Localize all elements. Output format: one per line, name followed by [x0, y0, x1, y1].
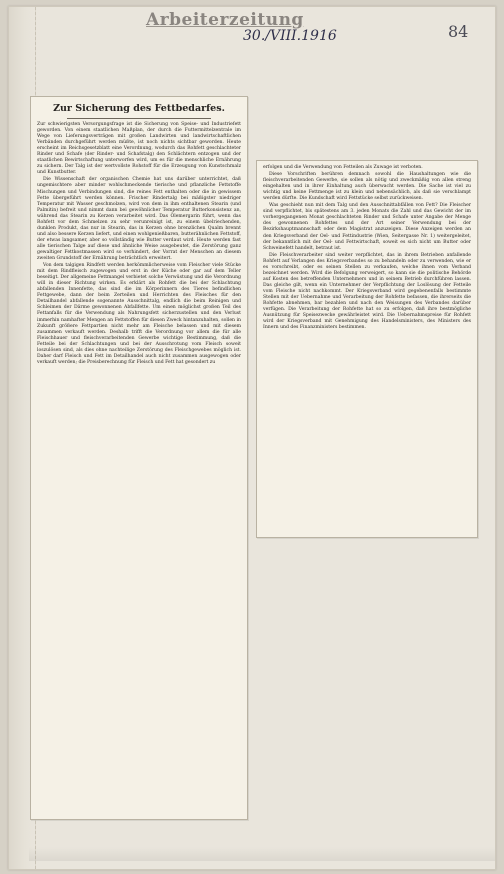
paragraph: Diese Vorschriften berühren demnach sowohl die Haushaltungen wie die fleischverarbeitenden Gewerbe, sie sollen als nötig und zweckmäßig von allen streng eingehalten und in ihrer Einhaltung auch überwacht werden. Die Sache ist viel zu wichtig und keine Fettmenge ist zu klein und nebensächlich, als daß sie verschlampt werden dürfte. Die Kundschaft wird Fettstücke selbst zurückweisen.: [263, 172, 471, 202]
handwritten-date: 30./VIII.1916: [243, 28, 337, 44]
newspaper-stamp: Arbeiterzeitung: [146, 10, 304, 30]
clipping-column-2: [256, 160, 478, 538]
paragraph: erfolgen und die Verwendung von Fetteilen als Zuwage ist verboten.: [263, 165, 423, 170]
clipping-column-1: [30, 96, 248, 820]
paragraph: Die Fleischverarbeiter sind weiter verpflichtet, das in ihrem Betrieben anfallende Rohfett auf Verlangen des Kriegsverbandes so zu behandeln oder zu verwenden, wie er es vorschreibt, oder es seinen Stellen zu verkaufen, welche ihnen vom Verband bezeichnet werden. Wird die Befolgung verweigert, so kann sie die politische Behörde auf Kosten des betreffenden Unternehmers und in seinem Betrieb durchführen lassen. Das gleiche gilt, wenn ein Unternehmer der Verpflichtung der Loslösung der Fetteile vom Fleische nicht nachkommt. Der Kriegsverband wird gegebenenfalls bestimmte Stellen mit der Uebernahme und Verarbeitung der Rohfette befassen, die ihrerseits die Rohfette abnehmen, bar bezahlen und nach den Weisungen des Verbandes darüber verfügen. Die Verarbeitung der Rohfette hat so zu erfolgen, daß ihre bestmögliche Ausnützung für Speisezwecke gewährleistet wird. Die Uebernahmspreise für Rohfett wird der Kriegsverband mit Genehmigung des Handelsministers, des Ministers des Innern und des Finanzministers bestimmen.: [263, 252, 471, 331]
paragraph: Die Wissenschaft der organischen Chemie hat uns darüber unterrichtet, daß ungemischtere aber minder wohlschmeckende tierische und pflanzliche Fettstoffe Mischungen und Verbindungen sind, die reines Fett enthalten oder die in gewissem Fette übergeführt werden können. Frischer Rindertalg bei mäßigster niedriger Temperatur mit Wasser geschmolzen, wird von dem in ihm enthaltenen Stearin (und Palmitin) befreit und nimmt dann bei gewöhnlicher Temperatur Butterkonsistenz an, während das Stearin zu Kerzen verarbeitet wird. Das Ölemergarin führt, wenn das Rohfett vor dem Schmelzen zu sehr verunreinigt ist, zu einem übelriechenden, dunklen Produkt, das nur in Stearin, das in Kerzen ohne brenzlichen Qualm brennt und also bessere Kerzen liefert, und einen wohlgenießbaren, butterähnlichen Fettstoff, der etwas langsamer, aber so vollständig wie Butter verdaut wird. Heute werden fast alle tierischen Talge auf diese und ähnliche Weise ausgebeutet, die Zerstörung ganz gewaltiger Fettkostmassen wird so verhindert, der Vorrat der Menschen an diesem zweiten Grundstoff der Ernährung beträchtlich erweitert.: [37, 177, 241, 262]
paragraph: Was geschieht nun mit dem Talg und den Ausschnittabfällen von Fett? Die Fleischer sind verpflichtet, bis spätestens am 3. jeden Monats die Zahl und das Gewicht der im vorhergegangenen Monat geschlachteten Rinder und Schafe unter Angabe der Menge des gewonnenen Rohfettes und der Art seiner Verwendung bei der Bezirkshauptmannschaft oder dem Magistrat anzuzeigen. Diese Anzeigen werden an den Kriegsverband der Oel- und Fettindustrie (Wien, Seitergasse Nr. 1) weitergeleitet, der bekanntlich mit der Oel- und Fettwirtschaft, soweit es sich nicht um Butter oder Schweinefett handelt, betraut ist.: [263, 203, 471, 251]
sheet-fold-shadow: [29, 847, 495, 861]
title-rule: [67, 118, 211, 119]
page-number: 84: [448, 22, 469, 41]
paragraph: Zur schwierigsten Versorgungsfrage ist die Sicherung von Speise- und Industriefett geworden. Von einem staatlichen Maßplan, der durch die Futtermittelzentrale im Wege von Lieferungsverträgen mit großen Landwirten und landwirtschaftlichen Verbänden durchgeführt werden müßte, ist noch nichts sichtbar geworden. Heute erscheint im Reichsgesetzblatt eine Verordnung, wodurch das Rohfett geschlachteter Rinder und Schafe (der Rinder- und Schafstalg) den Schlächtern entzogen und der staatlichen Bewirtschaftung unterworfen wird, um es für die menschliche Ernährung zu sichern. Der Talg ist der wertvollste Rohstoff für die Erzeugung von Kunstschmalz und Kunstbutter.: [37, 122, 241, 176]
paragraph: Von dem talgigen Rindfett werden herkömmlicherweise vom Fleischer viele Stücke mit dem Rindfleisch zugewogen und erst in der Küche oder gar auf dem Teller beseitigt. Der allgemeine Fettmangel verbietet solche Verwüstung und die Verordnung will in dieser Richtung wirken. Es erklärt als Rohfett die bei der Schlachtung abfallenden Innenfette, das sind die im Körperinnern des Tieres befindlichen Fettgewebe, dann der beim Zerteilen und Herrichten des Fleisches für den Detailhandel abfallende sogenannte Ausschnittalg, endlich die beim Reinigen und Schleimen der Därme gewonnenen Abfallfette. Um einen möglichst großen Teil des Fettanfalls für die Verwendung als Nahrungsfett sicherzustellen und den Verlust immerhin namhafter Mengen an Fettstoffen für diesen Zweck hintanzuhalten, sollen in Zukunft größere Fettpartien nicht mehr am Fleische belassen und mit diesem zusammen verkauft werden. Deshalb trifft die Verordnung vor allem die für alle Fleischhauer und fleischverarbeitenden Gewerbe wichtige Bestimmung, daß die Fetteile bei der Schlachtungen und bei der Ausschrotung vom Fleisch soweit loszulösen sind, als dies ohne nachteilige Zerstörung des Fleischgewebes möglich ist. Daher darf Fleisch und Fett im Detailhandel auch nicht zusammen ausgewogen oder verkauft werden; die Preisberechnung für Fleisch und Fett hat gesondert zu: [37, 263, 241, 365]
article-title: Zur Sicherung des Fettbedarfes.: [53, 103, 225, 114]
